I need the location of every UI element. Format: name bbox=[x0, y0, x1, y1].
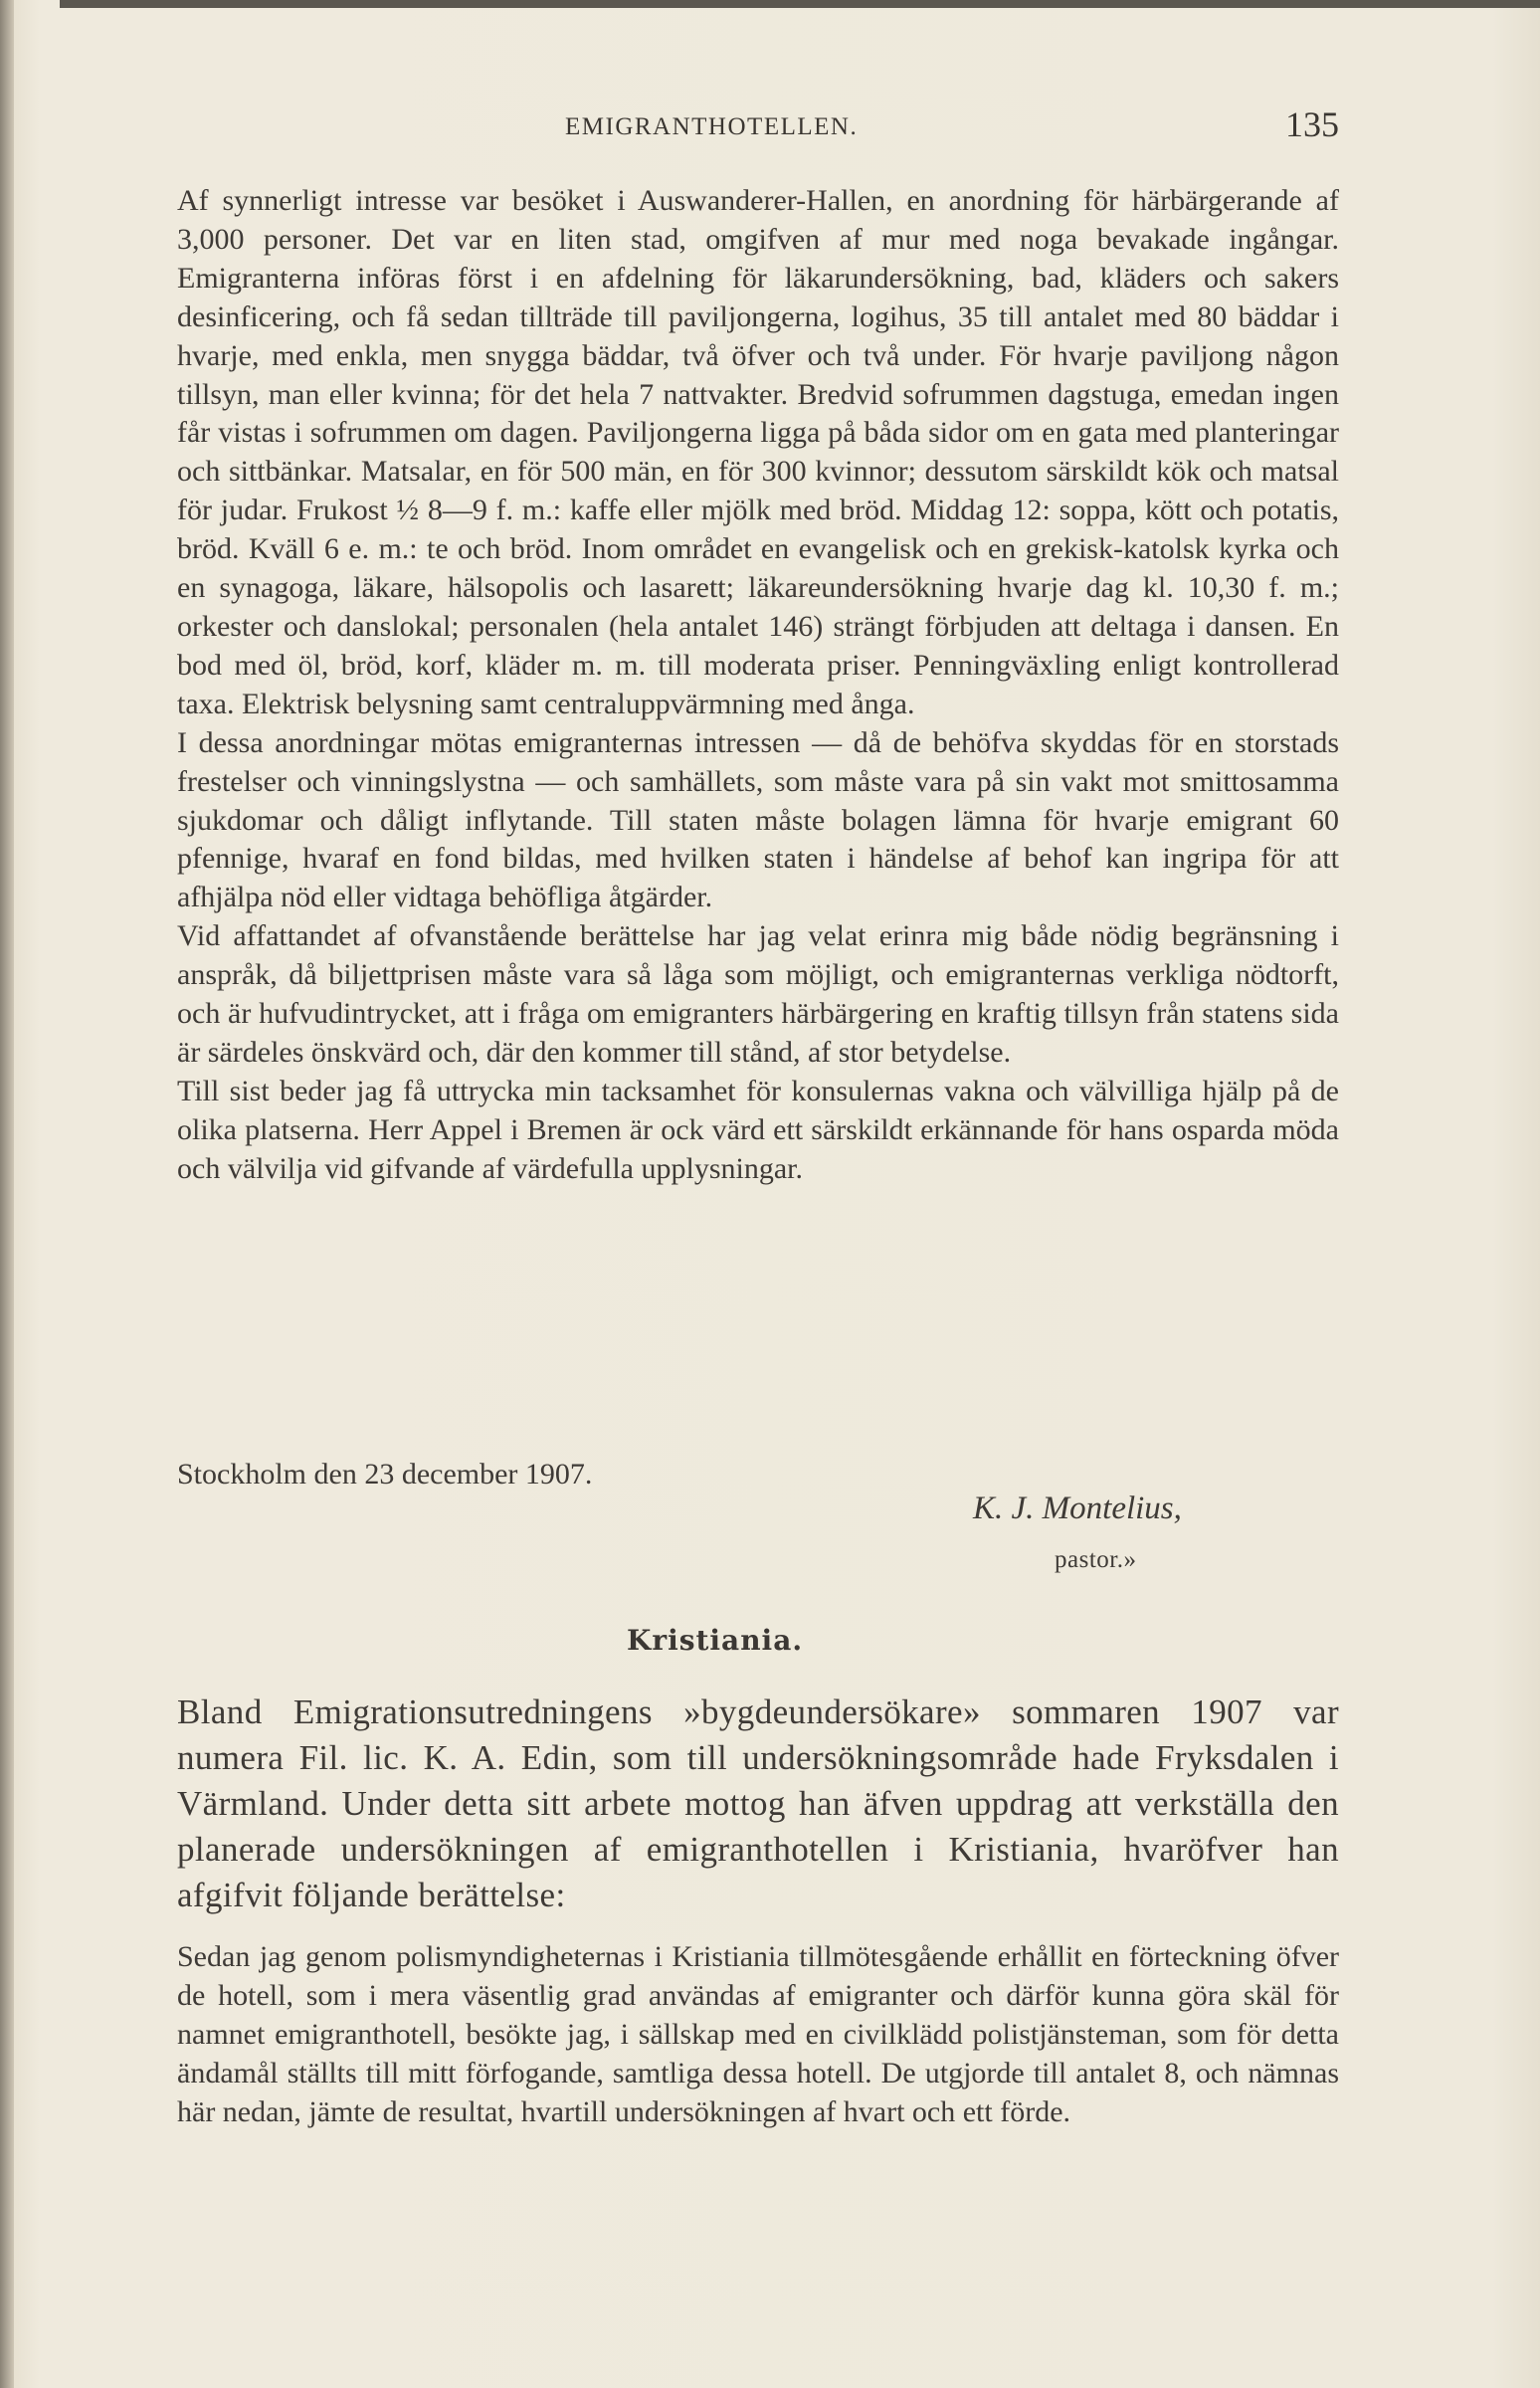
paragraph-interests: I dessa anordningar mötas emigranternas intressen — då de behöfva skyddas för en storstads frestelser och vinningslystna — och samhällets, som måste vara på sin vakt mot smittosamma sjukdomar och dåligt inflytande. Till staten måste bolagen lämna för hvarje emigrant 60 pfennige, hvaraf en fond bildas, med hvilken staten i händelse af behof kan ingripa för att afhjälpa nöd eller vidtaga behöfliga åtgärder. bbox=[177, 725, 1339, 914]
paragraph-auswanderer-hallen: Af synnerligt intresse var besöket i Auswanderer-Hallen, en anordning för härbärgerande af 3,000 personer. Det var en liten stad, omgifven af mur med noga bevakade ingångar. Emigranterna införas först i en afdelning för läkarundersökning, bad, kläders och sakers desinficering, och få sedan tillträde till paviljongerna, logihus, 35 till antalet med 80 bäddar i hvarje, med enkla, men snygga bäddar, två öfver och två under. För hvarje paviljong någon tillsyn, man eller kvinna; för det hela 7 nattvakter. Bredvid sofrummen dagstuga, emedan ingen får vistas i sofrummen om dagen. Paviljongerna ligga på båda sidor om en gata med planteringar och sittbänkar. Matsalar, en för 500 män, en för 300 kvinnor; dessutom särskildt kök och matsal för judar. Frukost ½ 8—9 f. m.: kaffe eller mjölk med bröd. Middag 12: soppa, kött och potatis, bröd. Kväll 6 e. m.: te och bröd. Inom området en evangelisk och en grekisk-katolsk kyrka och en synagoga, läkare, hälsopolis och lasarett; läkareundersökning hvarje dag kl. 10,30 f. m.; orkester och danslokal; personalen (hela antalet 146) strängt förbjuden att deltaga i dansen. En bod med öl, bröd, korf, kläder m. m. till moderata priser. Penningväxling enligt kontrollerad taxa. Elektrisk belysning samt centraluppvärmning med ånga. bbox=[177, 184, 1339, 720]
running-title: EMIGRANTHOTELLEN. bbox=[565, 113, 859, 140]
signature-title: pastor.» bbox=[1055, 1546, 1137, 1573]
paragraph-conclusion: Vid affattandet af ofvanstående berättelse har jag velat erinra mig både nödig begränsning i anspråk, då biljettprisen måste vara så låga som möjligt, och emigranternas verkliga nödtorft, och är hufvudintrycket, att i fråga om emigranters härbärgering en kraftig tillsyn från statens sida är särdeles önskvärd och, där den kommer till stånd, af stor betydelse. bbox=[177, 919, 1339, 1069]
intro-paragraph: Bland Emigrationsutredningens »bygdeundersökare» sommaren 1907 var numera Fil. lic. K. A. Edin, som till undersökningsområde hade Fryksdalen i Värmland. Under detta sitt arbete mottog han äfven uppdrag att verkställa den planerade undersökningen af emigranthotellen i Kristiania, hvaröfver han afgifvit följande berättelse: bbox=[177, 1692, 1339, 1914]
section-report bbox=[177, 1938, 1339, 2132]
section-intro bbox=[177, 1690, 1339, 1918]
page-header bbox=[177, 100, 1339, 159]
signature: K. J. Montelius, bbox=[973, 1491, 1182, 1526]
section-heading: Kristiania. bbox=[627, 1624, 804, 1657]
dateline: Stockholm den 23 december 1907. bbox=[177, 1458, 593, 1491]
page-number: 135 bbox=[1285, 104, 1339, 144]
paragraph-thanks: Till sist beder jag få uttrycka min tacksamhet för konsulernas vakna och välvilliga hjälp på de olika platserna. Herr Appel i Bremen är ock värd ett särskildt erkännande för hans osparda möda och välvilja vid gifvande af värdefulla upplysningar. bbox=[177, 1074, 1339, 1185]
report-paragraph: Sedan jag genom polismyndigheternas i Kristiania tillmötesgående erhållit en förteckning öfver de hotell, som i mera väsentlig grad användas af emigranter och därför kunna göra skäl för namnet emigranthotell, besökte jag, i sällskap med en civilklädd polistjänsteman, som för detta ändamål ställts till mitt förfogande, samtliga dessa hotell. De utgjorde till antalet 8, och nämnas här nedan, jämte de resultat, hvartill undersökningen af hvart och ett förde. bbox=[177, 1940, 1339, 2128]
report-body bbox=[177, 182, 1339, 1189]
page-top-edge bbox=[60, 0, 1540, 8]
page-binding-edge bbox=[0, 0, 14, 2388]
